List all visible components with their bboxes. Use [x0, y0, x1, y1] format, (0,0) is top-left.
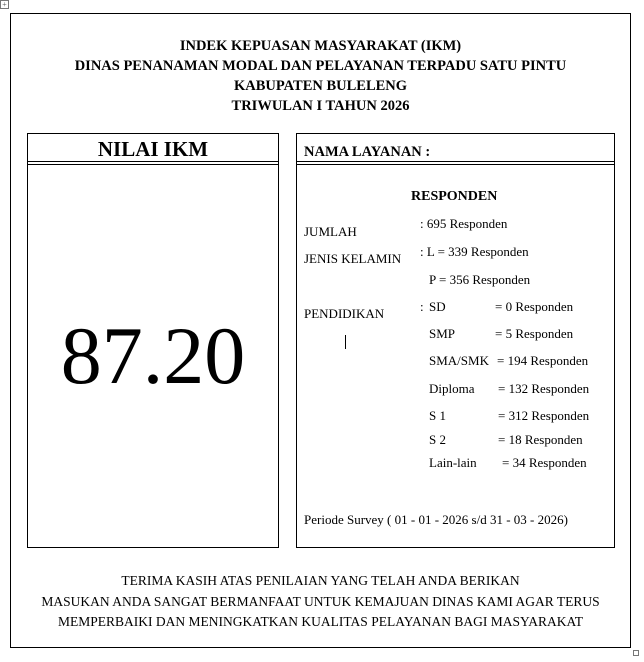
edu-value-s2: = 18 Responden [498, 432, 583, 447]
document-footer [10, 571, 631, 633]
edu-name-diploma: Diploma [429, 381, 475, 396]
education-colon: : [420, 299, 424, 314]
edu-value-s1: = 312 Responden [498, 408, 590, 423]
table-resize-handle[interactable] [633, 650, 639, 656]
edu-name-sma: SMA/SMK [429, 353, 489, 368]
footer-message-2: MEMPERBAIKI DAN MENINGKATKAN KUALITAS PELAYANAN BAGI MASYARAKAT [58, 614, 583, 629]
gender-label: JENIS KELAMIN [304, 251, 402, 266]
gender-female-value: P = 356 Responden [429, 272, 531, 287]
total-value: : 695 Responden [420, 216, 508, 231]
survey-period: Periode Survey ( 01 - 01 - 2026 s/d 31 - 03 - 2026) [304, 512, 568, 527]
gender-male-value: : L = 339 Responden [420, 244, 529, 259]
respondents-heading: RESPONDEN [411, 189, 498, 204]
ikm-score-box [27, 133, 279, 548]
service-name-label: NAMA LAYANAN : [304, 144, 431, 160]
edu-name-s1: S 1 [429, 408, 446, 423]
document-header [10, 36, 631, 116]
table-move-handle-icon[interactable]: + [0, 0, 9, 9]
divider [28, 164, 278, 165]
edu-name-s2: S 2 [429, 432, 446, 447]
footer-message-1: MASUKAN ANDA SANGAT BERMANFAAT UNTUK KEMAJUAN DINAS KAMI AGAR TERUS [41, 593, 600, 609]
ikm-score-value: 87.20 [60, 310, 246, 401]
divider [297, 164, 614, 165]
edu-value-smp: = 5 Responden [495, 326, 574, 341]
edu-value-sd: = 0 Responden [495, 299, 574, 314]
service-info-box [296, 133, 615, 548]
edu-value-lain: = 34 Responden [502, 455, 587, 470]
edu-name-sd: SD [429, 299, 446, 314]
header-title: INDEK KEPUASAN MASYARAKAT (IKM) [179, 38, 462, 54]
header-agency: DINAS PENANAMAN MODAL DAN PELAYANAN TERPADU SATU PINTU [74, 58, 567, 74]
footer-thanks: TERIMA KASIH ATAS PENILAIAN YANG TELAH ANDA BERIKAN [121, 573, 520, 588]
divider [28, 161, 278, 162]
education-label: PENDIDIKAN [304, 306, 385, 321]
text-cursor [345, 335, 346, 349]
edu-value-diploma: = 132 Responden [498, 381, 590, 396]
ikm-title: NILAI IKM [97, 137, 209, 161]
header-period: TRIWULAN I TAHUN 2026 [231, 98, 410, 114]
total-label: JUMLAH [304, 224, 357, 239]
edu-name-smp: SMP [429, 326, 456, 341]
divider [297, 161, 614, 162]
header-region: KABUPATEN BULELENG [233, 78, 408, 94]
edu-name-lain: Lain-lain [429, 455, 477, 470]
edu-value-sma: = 194 Responden [497, 353, 589, 368]
